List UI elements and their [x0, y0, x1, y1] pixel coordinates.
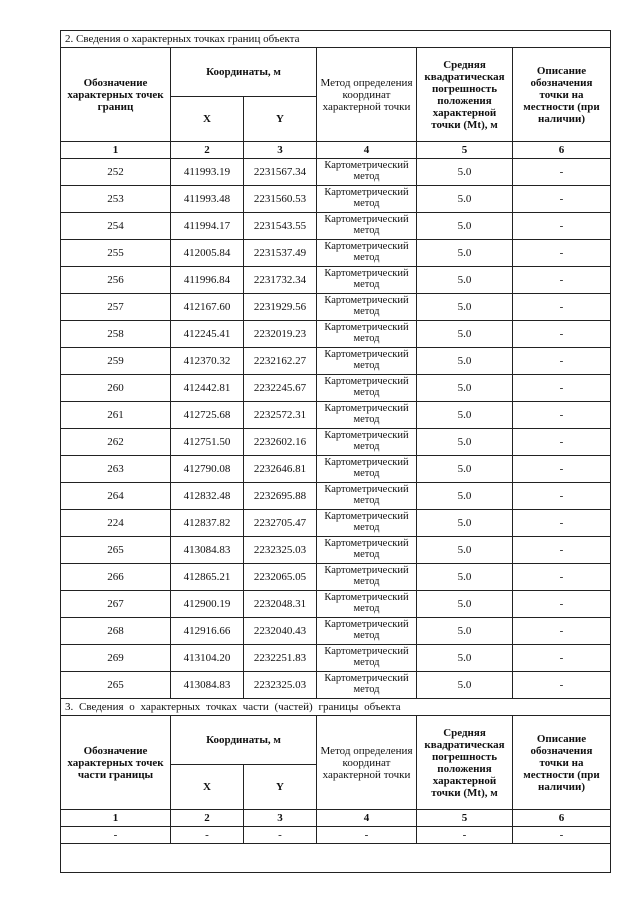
table-row	[61, 294, 611, 321]
col-number: 5	[417, 810, 513, 827]
mt-cell: 5.0	[417, 321, 513, 348]
x-cell: 413104.20	[171, 645, 244, 672]
column-numbers-row	[61, 142, 611, 159]
y-cell: 2232705.47	[244, 510, 317, 537]
mt-cell: 5.0	[417, 375, 513, 402]
header-designation: Обозначение характерных точек части границы	[61, 716, 171, 810]
point-cell: 258	[61, 321, 171, 348]
blank-cell	[61, 844, 611, 873]
header-y: Y	[244, 765, 317, 810]
method-cell: Картометрический метод	[317, 294, 417, 321]
y-cell: 2231560.53	[244, 186, 317, 213]
desc-cell: -	[513, 402, 611, 429]
x-cell: 412167.60	[171, 294, 244, 321]
point-cell: 252	[61, 159, 171, 186]
mt-cell: 5.0	[417, 483, 513, 510]
empty-part-row	[61, 827, 611, 844]
mt-cell: 5.0	[417, 537, 513, 564]
point-cell: 255	[61, 240, 171, 267]
point-cell: 266	[61, 564, 171, 591]
table-row	[61, 348, 611, 375]
method-cell: Картометрический метод	[317, 159, 417, 186]
y-cell: 2231537.49	[244, 240, 317, 267]
method-cell: Картометрический метод	[317, 186, 417, 213]
mt-cell: 5.0	[417, 429, 513, 456]
blank-row	[61, 844, 611, 873]
table-row	[61, 618, 611, 645]
method-cell: Картометрический метод	[317, 618, 417, 645]
table-row	[61, 375, 611, 402]
x-cell: 411996.84	[171, 267, 244, 294]
mt-cell: 5.0	[417, 402, 513, 429]
x-cell: 413084.83	[171, 537, 244, 564]
dash-cell: -	[417, 827, 513, 844]
y-cell: 2232065.05	[244, 564, 317, 591]
desc-cell: -	[513, 294, 611, 321]
col-number: 1	[61, 142, 171, 159]
table-row	[61, 645, 611, 672]
x-cell: 412916.66	[171, 618, 244, 645]
mt-cell: 5.0	[417, 348, 513, 375]
document-page	[60, 30, 610, 873]
method-cell: Картометрический метод	[317, 645, 417, 672]
mt-cell: 5.0	[417, 510, 513, 537]
col-number: 6	[513, 810, 611, 827]
desc-cell: -	[513, 456, 611, 483]
dash-cell: -	[171, 827, 244, 844]
col-number: 1	[61, 810, 171, 827]
header-method: Метод определения координат характерной точки	[317, 716, 417, 810]
col-number: 2	[171, 810, 244, 827]
x-cell: 411994.17	[171, 213, 244, 240]
desc-cell: -	[513, 375, 611, 402]
points-rows	[61, 159, 611, 699]
x-cell: 412900.19	[171, 591, 244, 618]
y-cell: 2231567.34	[244, 159, 317, 186]
x-cell: 411993.19	[171, 159, 244, 186]
y-cell: 2231732.34	[244, 267, 317, 294]
y-cell: 2231929.56	[244, 294, 317, 321]
desc-cell: -	[513, 564, 611, 591]
y-cell: 2232602.16	[244, 429, 317, 456]
header-x: X	[171, 97, 244, 142]
desc-cell: -	[513, 510, 611, 537]
point-cell: 259	[61, 348, 171, 375]
desc-cell: -	[513, 645, 611, 672]
mt-cell: 5.0	[417, 186, 513, 213]
table-row	[61, 672, 611, 699]
x-cell: 412245.41	[171, 321, 244, 348]
header-description: Описание обозначения точки на местности (при наличии)	[513, 716, 611, 810]
section2-title: 2. Сведения о характерных точках границ объекта	[61, 31, 611, 48]
dash-cell: -	[317, 827, 417, 844]
table-row	[61, 240, 611, 267]
table-row	[61, 564, 611, 591]
point-cell: 264	[61, 483, 171, 510]
table-row	[61, 213, 611, 240]
col-number: 6	[513, 142, 611, 159]
y-cell: 2232572.31	[244, 402, 317, 429]
mt-cell: 5.0	[417, 564, 513, 591]
point-cell: 267	[61, 591, 171, 618]
table-row	[61, 267, 611, 294]
desc-cell: -	[513, 186, 611, 213]
x-cell: 411993.48	[171, 186, 244, 213]
table-row	[61, 483, 611, 510]
method-cell: Картометрический метод	[317, 456, 417, 483]
table-row	[61, 510, 611, 537]
table-row	[61, 159, 611, 186]
dash-cell: -	[61, 827, 171, 844]
point-cell: 265	[61, 672, 171, 699]
method-cell: Картометрический метод	[317, 591, 417, 618]
header-error: Средняя квадратическая погрешность положения характерной точки (Mt), м	[417, 48, 513, 142]
col-number: 3	[244, 810, 317, 827]
desc-cell: -	[513, 672, 611, 699]
mt-cell: 5.0	[417, 618, 513, 645]
y-cell: 2231543.55	[244, 213, 317, 240]
point-cell: 262	[61, 429, 171, 456]
desc-cell: -	[513, 348, 611, 375]
point-cell: 265	[61, 537, 171, 564]
point-cell: 256	[61, 267, 171, 294]
x-cell: 412865.21	[171, 564, 244, 591]
mt-cell: 5.0	[417, 159, 513, 186]
desc-cell: -	[513, 213, 611, 240]
point-cell: 260	[61, 375, 171, 402]
desc-cell: -	[513, 321, 611, 348]
y-cell: 2232325.03	[244, 537, 317, 564]
desc-cell: -	[513, 537, 611, 564]
method-cell: Картометрический метод	[317, 510, 417, 537]
y-cell: 2232040.43	[244, 618, 317, 645]
mt-cell: 5.0	[417, 294, 513, 321]
method-cell: Картометрический метод	[317, 402, 417, 429]
method-cell: Картометрический метод	[317, 672, 417, 699]
table-row	[61, 456, 611, 483]
header-description: Описание обозначения точки на местности (при наличии)	[513, 48, 611, 142]
x-cell: 412751.50	[171, 429, 244, 456]
method-cell: Картометрический метод	[317, 429, 417, 456]
desc-cell: -	[513, 429, 611, 456]
table-row	[61, 186, 611, 213]
method-cell: Картометрический метод	[317, 483, 417, 510]
method-cell: Картометрический метод	[317, 375, 417, 402]
y-cell: 2232646.81	[244, 456, 317, 483]
desc-cell: -	[513, 591, 611, 618]
desc-cell: -	[513, 267, 611, 294]
method-cell: Картометрический метод	[317, 537, 417, 564]
section3-title: 3. Сведения о характерных точках части (частей) границы объекта	[61, 699, 611, 716]
method-cell: Картометрический метод	[317, 240, 417, 267]
header-x: X	[171, 765, 244, 810]
method-cell: Картометрический метод	[317, 348, 417, 375]
point-cell: 253	[61, 186, 171, 213]
x-cell: 413084.83	[171, 672, 244, 699]
x-cell: 412790.08	[171, 456, 244, 483]
method-cell: Картометрический метод	[317, 267, 417, 294]
method-cell: Картометрический метод	[317, 321, 417, 348]
dash-cell: -	[513, 827, 611, 844]
mt-cell: 5.0	[417, 672, 513, 699]
header-method: Метод определения координат характерной точки	[317, 48, 417, 142]
point-cell: 268	[61, 618, 171, 645]
header-y: Y	[244, 97, 317, 142]
x-cell: 412837.82	[171, 510, 244, 537]
y-cell: 2232245.67	[244, 375, 317, 402]
x-cell: 412370.32	[171, 348, 244, 375]
table-row	[61, 591, 611, 618]
x-cell: 412005.84	[171, 240, 244, 267]
y-cell: 2232019.23	[244, 321, 317, 348]
point-cell: 224	[61, 510, 171, 537]
header-coordinates: Координаты, м	[171, 716, 317, 765]
y-cell: 2232695.88	[244, 483, 317, 510]
mt-cell: 5.0	[417, 645, 513, 672]
desc-cell: -	[513, 483, 611, 510]
y-cell: 2232251.83	[244, 645, 317, 672]
y-cell: 2232162.27	[244, 348, 317, 375]
x-cell: 412725.68	[171, 402, 244, 429]
col-number: 5	[417, 142, 513, 159]
column-numbers-row	[61, 810, 611, 827]
col-number: 4	[317, 142, 417, 159]
mt-cell: 5.0	[417, 591, 513, 618]
mt-cell: 5.0	[417, 240, 513, 267]
y-cell: 2232325.03	[244, 672, 317, 699]
point-cell: 269	[61, 645, 171, 672]
point-cell: 254	[61, 213, 171, 240]
table-row	[61, 402, 611, 429]
table-row	[61, 537, 611, 564]
col-number: 4	[317, 810, 417, 827]
dash-cell: -	[244, 827, 317, 844]
header-designation: Обозначение характерных точек границ	[61, 48, 171, 142]
desc-cell: -	[513, 240, 611, 267]
points-table	[60, 30, 611, 873]
table-row	[61, 429, 611, 456]
point-cell: 263	[61, 456, 171, 483]
col-number: 3	[244, 142, 317, 159]
x-cell: 412832.48	[171, 483, 244, 510]
point-cell: 261	[61, 402, 171, 429]
method-cell: Картометрический метод	[317, 564, 417, 591]
mt-cell: 5.0	[417, 213, 513, 240]
point-cell: 257	[61, 294, 171, 321]
mt-cell: 5.0	[417, 267, 513, 294]
method-cell: Картометрический метод	[317, 213, 417, 240]
col-number: 2	[171, 142, 244, 159]
header-coordinates: Координаты, м	[171, 48, 317, 97]
desc-cell: -	[513, 159, 611, 186]
x-cell: 412442.81	[171, 375, 244, 402]
header-error: Средняя квадратическая погрешность положения характерной точки (Mt), м	[417, 716, 513, 810]
desc-cell: -	[513, 618, 611, 645]
table-row	[61, 321, 611, 348]
y-cell: 2232048.31	[244, 591, 317, 618]
mt-cell: 5.0	[417, 456, 513, 483]
